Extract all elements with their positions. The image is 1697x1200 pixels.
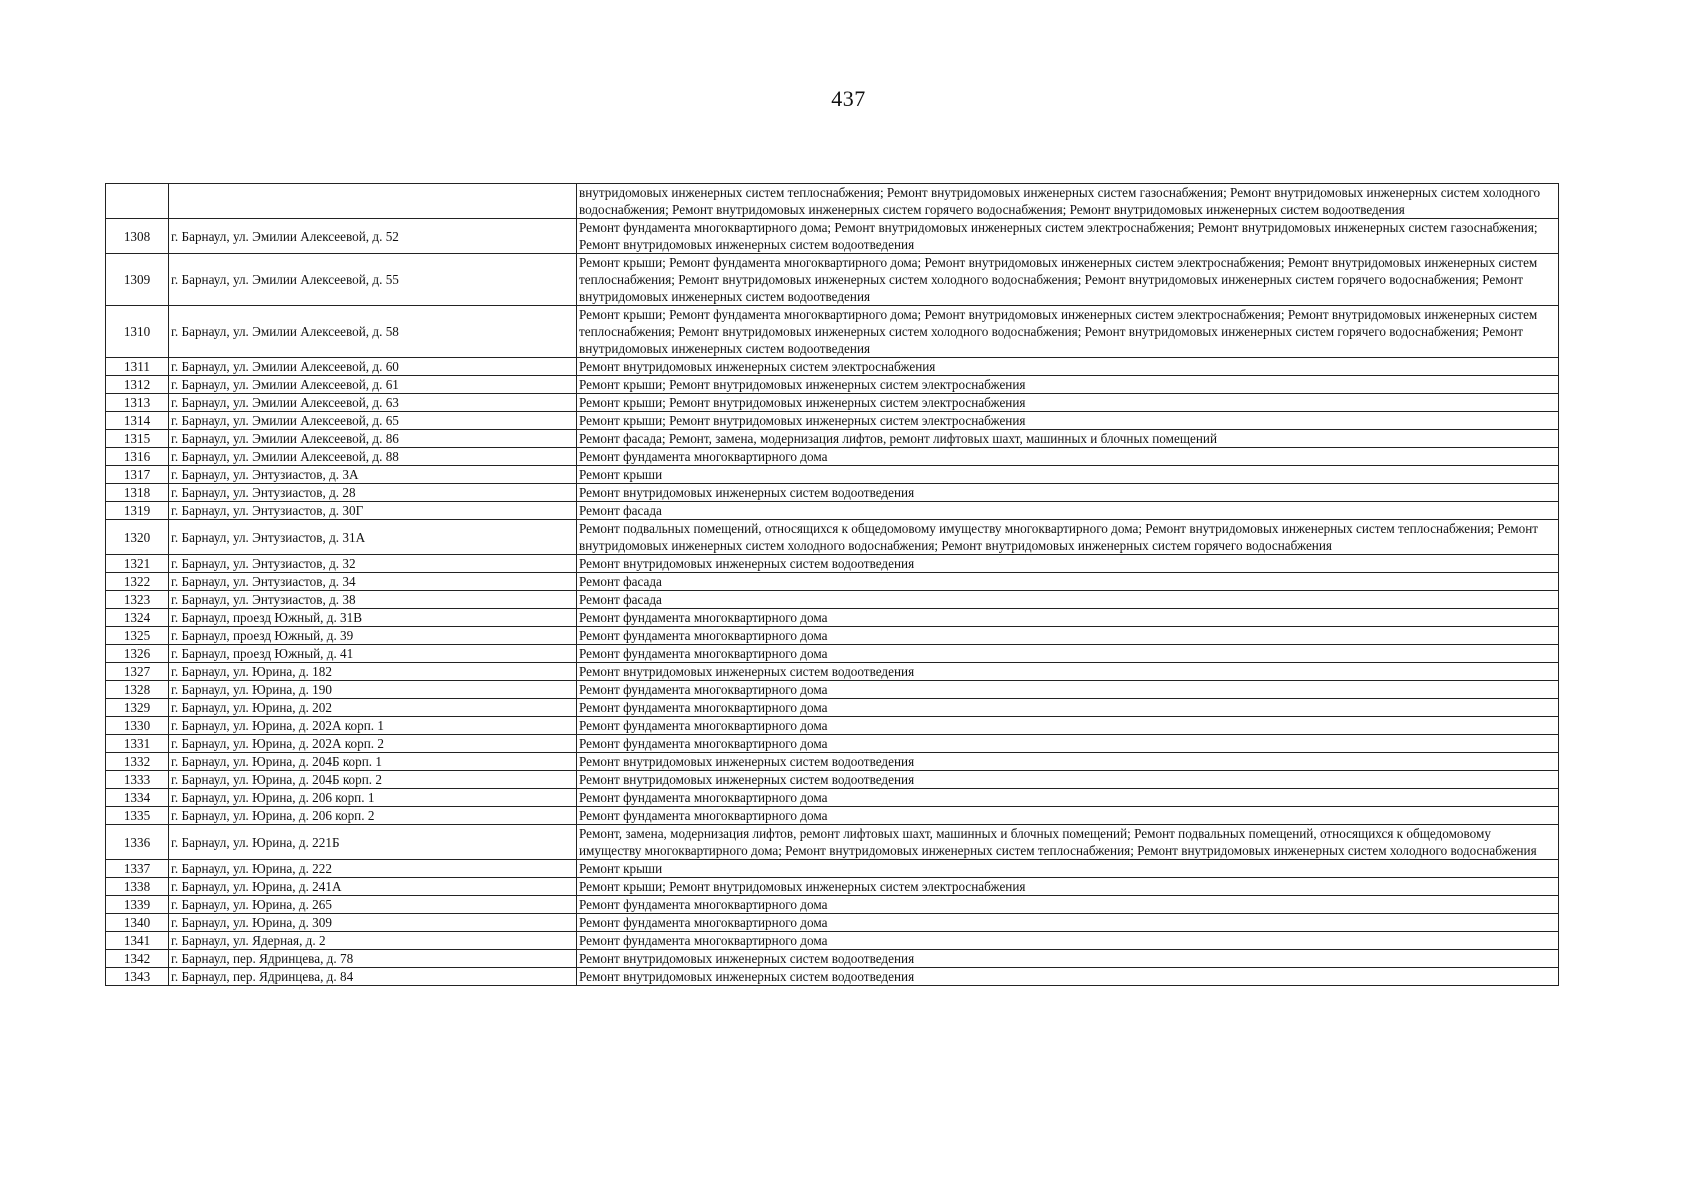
row-number: 1340 [106, 914, 169, 932]
registry-table [105, 183, 1559, 986]
row-address: г. Барнаул, ул. Эмилии Алексеевой, д. 61 [169, 376, 577, 394]
table-row [106, 932, 1559, 950]
row-works: Ремонт крыши; Ремонт внутридомовых инженерных систем электроснабжения [577, 412, 1559, 430]
row-address: г. Барнаул, ул. Эмилии Алексеевой, д. 86 [169, 430, 577, 448]
registry-table-body [106, 184, 1559, 986]
table-row [106, 914, 1559, 932]
row-address: г. Барнаул, ул. Энтузиастов, д. 34 [169, 573, 577, 591]
table-row [106, 430, 1559, 448]
row-address: г. Барнаул, ул. Эмилии Алексеевой, д. 55 [169, 254, 577, 306]
row-works: Ремонт крыши; Ремонт внутридомовых инженерных систем электроснабжения [577, 394, 1559, 412]
row-number: 1334 [106, 789, 169, 807]
table-row [106, 968, 1559, 986]
row-address: г. Барнаул, ул. Эмилии Алексеевой, д. 88 [169, 448, 577, 466]
row-works: Ремонт крыши; Ремонт фундамента многоквартирного дома; Ремонт внутридомовых инженерных систем электроснабжения; Ремонт внутридомовых инженерных систем теплоснабжения; Ремонт внутридомовых инженерных систем холодного водоснабжения; Ремонт внутридомовых инженерных систем горячего водоснабжения; Ремонт внутридомовых инженерных систем водоотведения [577, 306, 1559, 358]
row-address: г. Барнаул, ул. Юрина, д. 309 [169, 914, 577, 932]
row-number: 1325 [106, 627, 169, 645]
row-number: 1320 [106, 520, 169, 555]
row-works: Ремонт крыши [577, 466, 1559, 484]
row-address: г. Барнаул, ул. Юрина, д. 202А корп. 1 [169, 717, 577, 735]
table-row [106, 520, 1559, 555]
table-row [106, 771, 1559, 789]
row-works: Ремонт фундамента многоквартирного дома [577, 609, 1559, 627]
table-row [106, 376, 1559, 394]
table-row [106, 789, 1559, 807]
row-address: г. Барнаул, проезд Южный, д. 39 [169, 627, 577, 645]
row-works: Ремонт внутридомовых инженерных систем водоотведения [577, 950, 1559, 968]
row-number: 1317 [106, 466, 169, 484]
row-number: 1326 [106, 645, 169, 663]
row-number: 1329 [106, 699, 169, 717]
row-works: Ремонт крыши; Ремонт фундамента многоквартирного дома; Ремонт внутридомовых инженерных систем электроснабжения; Ремонт внутридомовых инженерных систем теплоснабжения; Ремонт внутридомовых инженерных систем холодного водоснабжения; Ремонт внутридомовых инженерных систем горячего водоснабжения; Ремонт внутридомовых инженерных систем водоотведения [577, 254, 1559, 306]
row-address: г. Барнаул, ул. Юрина, д. 241А [169, 878, 577, 896]
row-address: г. Барнаул, ул. Энтузиастов, д. 38 [169, 591, 577, 609]
row-works: Ремонт фасада [577, 573, 1559, 591]
row-works: Ремонт фундамента многоквартирного дома [577, 789, 1559, 807]
row-address: г. Барнаул, ул. Юрина, д. 204Б корп. 2 [169, 771, 577, 789]
row-address: г. Барнаул, ул. Энтузиастов, д. 32 [169, 555, 577, 573]
row-address: г. Барнаул, ул. Юрина, д. 202А корп. 2 [169, 735, 577, 753]
table-row [106, 807, 1559, 825]
row-number: 1330 [106, 717, 169, 735]
row-address: г. Барнаул, ул. Эмилии Алексеевой, д. 60 [169, 358, 577, 376]
row-number: 1332 [106, 753, 169, 771]
row-address: г. Барнаул, ул. Энтузиастов, д. 31А [169, 520, 577, 555]
row-number: 1321 [106, 555, 169, 573]
table-row [106, 412, 1559, 430]
row-address: г. Барнаул, ул. Ядерная, д. 2 [169, 932, 577, 950]
row-address: г. Барнаул, ул. Юрина, д. 190 [169, 681, 577, 699]
row-number: 1331 [106, 735, 169, 753]
row-address: г. Барнаул, ул. Юрина, д. 222 [169, 860, 577, 878]
row-address: г. Барнаул, ул. Юрина, д. 182 [169, 663, 577, 681]
table-row [106, 502, 1559, 520]
row-works: Ремонт фундамента многоквартирного дома [577, 932, 1559, 950]
row-address: г. Барнаул, ул. Энтузиастов, д. 28 [169, 484, 577, 502]
row-number: 1311 [106, 358, 169, 376]
row-works: Ремонт внутридомовых инженерных систем водоотведения [577, 771, 1559, 789]
row-works: Ремонт фундамента многоквартирного дома [577, 448, 1559, 466]
row-address: г. Барнаул, проезд Южный, д. 41 [169, 645, 577, 663]
table-row [106, 878, 1559, 896]
row-works: Ремонт подвальных помещений, относящихся к общедомовому имуществу многоквартирного дома; Ремонт внутридомовых инженерных систем теплоснабжения; Ремонт внутридомовых инженерных систем холодного водоснабжения; Ремонт внутридомовых инженерных систем горячего водоснабжения [577, 520, 1559, 555]
row-number: 1310 [106, 306, 169, 358]
table-row [106, 573, 1559, 591]
row-address: г. Барнаул, ул. Юрина, д. 206 корп. 1 [169, 789, 577, 807]
row-address: г. Барнаул, ул. Юрина, д. 265 [169, 896, 577, 914]
row-works: Ремонт фундамента многоквартирного дома [577, 681, 1559, 699]
row-works: Ремонт крыши [577, 860, 1559, 878]
row-number: 1308 [106, 219, 169, 254]
row-address: г. Барнаул, пер. Ядринцева, д. 84 [169, 968, 577, 986]
row-address: г. Барнаул, ул. Юрина, д. 206 корп. 2 [169, 807, 577, 825]
row-works: Ремонт внутридомовых инженерных систем электроснабжения [577, 358, 1559, 376]
table-row [106, 394, 1559, 412]
table-row [106, 717, 1559, 735]
table-row [106, 219, 1559, 254]
row-address: г. Барнаул, ул. Энтузиастов, д. 3А [169, 466, 577, 484]
table-row [106, 699, 1559, 717]
row-works: Ремонт внутридомовых инженерных систем водоотведения [577, 663, 1559, 681]
table-row [106, 358, 1559, 376]
row-address: г. Барнаул, проезд Южный, д. 31В [169, 609, 577, 627]
row-number: 1327 [106, 663, 169, 681]
table-row [106, 663, 1559, 681]
row-works: Ремонт фундамента многоквартирного дома [577, 645, 1559, 663]
table-row [106, 627, 1559, 645]
row-address: г. Барнаул, ул. Эмилии Алексеевой, д. 52 [169, 219, 577, 254]
row-works: внутридомовых инженерных систем теплоснабжения; Ремонт внутридомовых инженерных систем газоснабжения; Ремонт внутридомовых инженерных систем холодного водоснабжения; Ремонт внутридомовых инженерных систем горячего водоснабжения; Ремонт внутридомовых инженерных систем водоотведения [577, 184, 1559, 219]
table-row [106, 484, 1559, 502]
table-row [106, 950, 1559, 968]
row-number: 1342 [106, 950, 169, 968]
row-works: Ремонт фундамента многоквартирного дома [577, 807, 1559, 825]
row-works: Ремонт фундамента многоквартирного дома [577, 914, 1559, 932]
row-number: 1336 [106, 825, 169, 860]
row-number [106, 184, 169, 219]
row-number: 1318 [106, 484, 169, 502]
row-works: Ремонт фундамента многоквартирного дома [577, 735, 1559, 753]
row-address: г. Барнаул, ул. Эмилии Алексеевой, д. 58 [169, 306, 577, 358]
row-number: 1335 [106, 807, 169, 825]
table-row [106, 254, 1559, 306]
row-number: 1339 [106, 896, 169, 914]
table-row [106, 645, 1559, 663]
table-row [106, 466, 1559, 484]
row-works: Ремонт фундамента многоквартирного дома [577, 717, 1559, 735]
row-number: 1314 [106, 412, 169, 430]
table-row [106, 896, 1559, 914]
row-works: Ремонт фундамента многоквартирного дома [577, 699, 1559, 717]
row-works: Ремонт, замена, модернизация лифтов, ремонт лифтовых шахт, машинных и блочных помещений; Ремонт подвальных помещений, относящихся к общедомовому имуществу многоквартирного дома; Ремонт внутридомовых инженерных систем теплоснабжения; Ремонт внутридомовых инженерных систем холодного водоснабжения [577, 825, 1559, 860]
row-number: 1341 [106, 932, 169, 950]
table-row [106, 681, 1559, 699]
row-works: Ремонт фасада [577, 591, 1559, 609]
row-address [169, 184, 577, 219]
row-number: 1338 [106, 878, 169, 896]
table-row [106, 860, 1559, 878]
row-number: 1313 [106, 394, 169, 412]
row-works: Ремонт фасада; Ремонт, замена, модернизация лифтов, ремонт лифтовых шахт, машинных и блочных помещений [577, 430, 1559, 448]
row-works: Ремонт внутридомовых инженерных систем водоотведения [577, 555, 1559, 573]
row-number: 1328 [106, 681, 169, 699]
row-address: г. Барнаул, ул. Эмилии Алексеевой, д. 65 [169, 412, 577, 430]
row-number: 1343 [106, 968, 169, 986]
row-works: Ремонт внутридомовых инженерных систем водоотведения [577, 968, 1559, 986]
table-row [106, 184, 1559, 219]
row-works: Ремонт крыши; Ремонт внутридомовых инженерных систем электроснабжения [577, 376, 1559, 394]
table-row [106, 306, 1559, 358]
row-number: 1333 [106, 771, 169, 789]
table-row [106, 555, 1559, 573]
row-address: г. Барнаул, ул. Энтузиастов, д. 30Г [169, 502, 577, 520]
row-number: 1337 [106, 860, 169, 878]
row-number: 1309 [106, 254, 169, 306]
row-address: г. Барнаул, ул. Юрина, д. 204Б корп. 1 [169, 753, 577, 771]
row-number: 1322 [106, 573, 169, 591]
row-works: Ремонт внутридомовых инженерных систем водоотведения [577, 484, 1559, 502]
row-number: 1316 [106, 448, 169, 466]
row-number: 1323 [106, 591, 169, 609]
table-row [106, 753, 1559, 771]
row-number: 1324 [106, 609, 169, 627]
row-address: г. Барнаул, ул. Юрина, д. 221Б [169, 825, 577, 860]
row-address: г. Барнаул, ул. Юрина, д. 202 [169, 699, 577, 717]
row-works: Ремонт фасада [577, 502, 1559, 520]
page-number: 437 [831, 86, 866, 111]
row-address: г. Барнаул, ул. Эмилии Алексеевой, д. 63 [169, 394, 577, 412]
row-works: Ремонт крыши; Ремонт внутридомовых инженерных систем электроснабжения [577, 878, 1559, 896]
table-row [106, 825, 1559, 860]
row-address: г. Барнаул, пер. Ядринцева, д. 78 [169, 950, 577, 968]
table-row [106, 591, 1559, 609]
row-number: 1315 [106, 430, 169, 448]
table-row [106, 609, 1559, 627]
table-row [106, 735, 1559, 753]
row-works: Ремонт фундамента многоквартирного дома; Ремонт внутридомовых инженерных систем электроснабжения; Ремонт внутридомовых инженерных систем газоснабжения; Ремонт внутридомовых инженерных систем водоотведения [577, 219, 1559, 254]
row-works: Ремонт фундамента многоквартирного дома [577, 627, 1559, 645]
row-number: 1319 [106, 502, 169, 520]
row-works: Ремонт внутридомовых инженерных систем водоотведения [577, 753, 1559, 771]
table-row [106, 448, 1559, 466]
row-works: Ремонт фундамента многоквартирного дома [577, 896, 1559, 914]
row-number: 1312 [106, 376, 169, 394]
